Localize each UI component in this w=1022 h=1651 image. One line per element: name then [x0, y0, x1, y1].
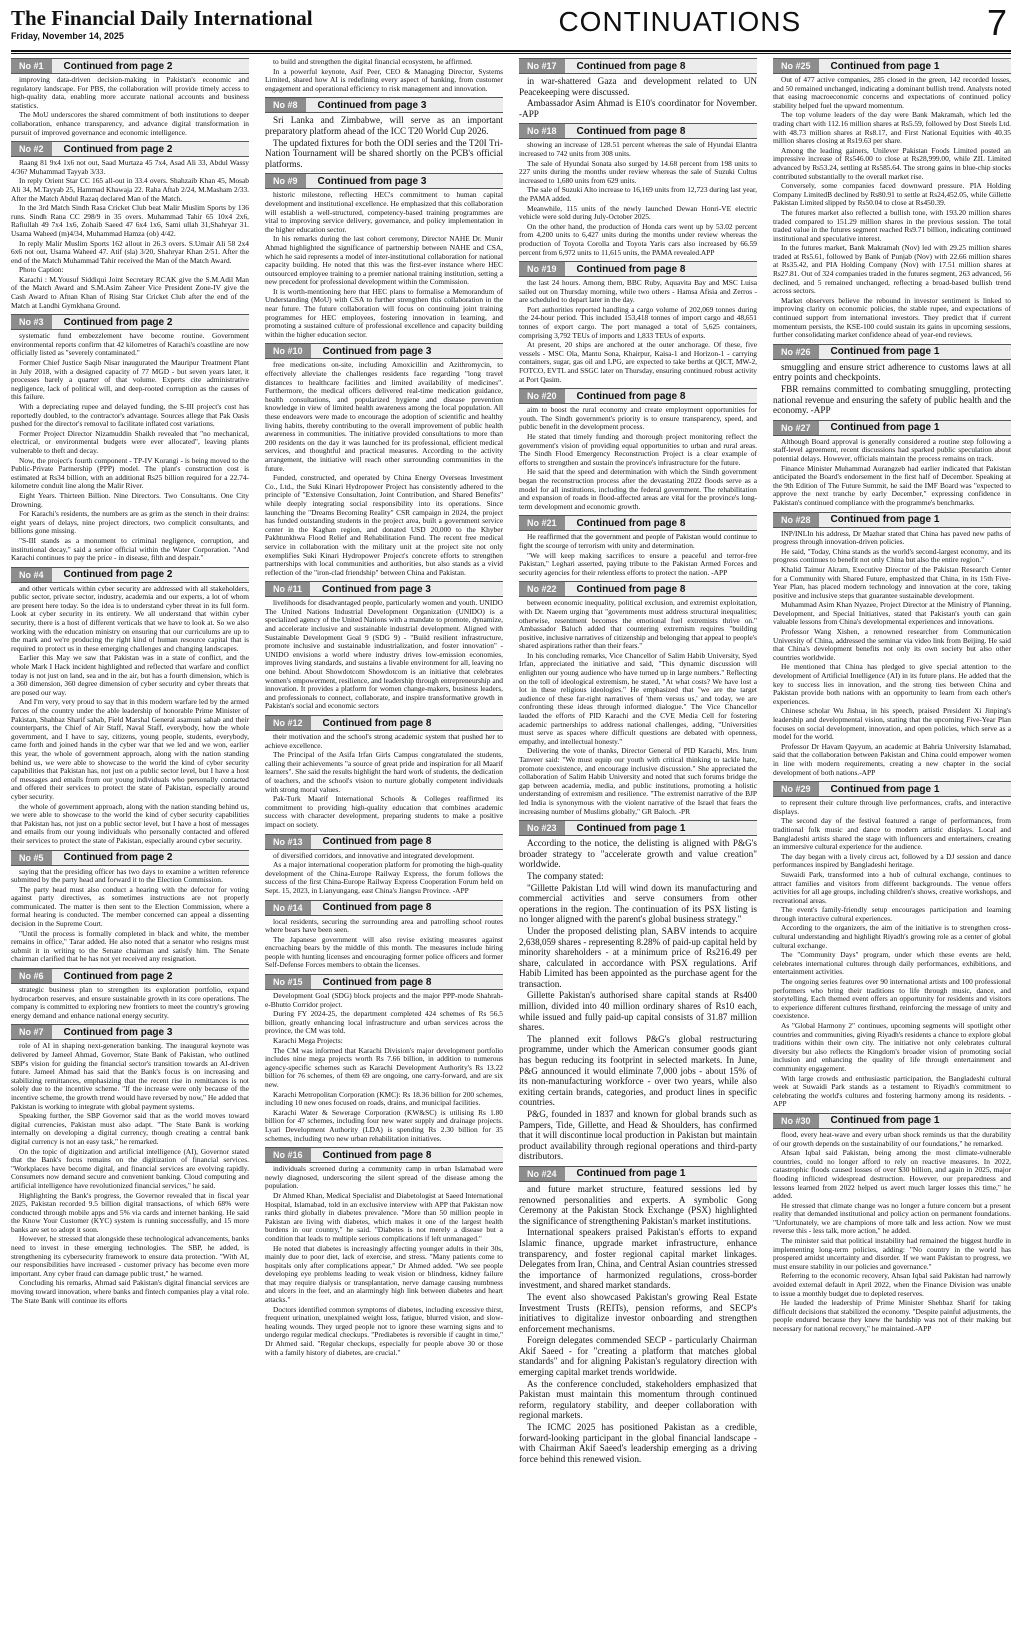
paragraph: During FY 2024-25, the department completed 424 schemes of Rs 56.5 billion, greatly enhancing local infrastructure and urban services across the province, the CM was told. [265, 1009, 503, 1036]
paragraph: and future market structure, featured sessions led by renowned personalities and experts. A symbolic Gong Ceremony at the Pakistan Stock Exchange (PSX) highlighted the significance of strengthening Pakistan's market institutions. [519, 1183, 757, 1226]
continuation-item [519, 581, 757, 816]
paragraph: The ongoing series features over 90 international artists and 100 professional performers who bring their traditions to life through music, dance, and storytelling. Each themed event offers an opportunity for residents and visitors to experience different cultures firsthand, reinforcing the message of unity and coexistence. [773, 977, 1011, 1021]
item-header [265, 974, 503, 990]
paragraph: At present, 20 ships are anchored at the outer anchorage. Of these, five vessels - MSC Ola, Mantu Sona, Khairpur, Kaisa-1 and Horizon-1 - carrying containers, sugar, gas oil and LPG, are expected to take berths at QICT, MW-2, FOTCO, EVTL and SSGC later on Thursday, ensuring continued robust activity at Port Qasim. [519, 340, 757, 384]
item-number: No #9 [265, 174, 306, 188]
item-body [519, 141, 757, 257]
continued-from-label: Continued from page 1 [830, 1115, 940, 1127]
continued-from-label: Continued from page 1 [576, 822, 686, 834]
paragraph: The Japanese government will also revise existing measures against encroaching bears by the middle of this month. The measures include hiring people with hunting licenses and encouraging former police officers and former Self-Defense Forces members to obtain the licenses. [265, 934, 503, 970]
paragraph: The event's family-friendly setup encourages participation and learning through interactive cultural experiences. [773, 905, 1011, 923]
paragraph: Now, the project's fourth component - TP-IV Korangi - is being moved to the Public-Private Partnership (PPP) model. The plant's construction cost is estimated at Rs34 billion, with an additional Rs25 billion required for a 22.74-kilometre conduit line along the Malir River. [11, 455, 249, 491]
paragraph: The planned exit follows P&G's global restructuring programme, under which the American consumer goods giant has begun reducing its footprint in selected markets. In June, P&G announced it would eliminate 7,000 jobs - about 15% of its non-manufacturing workforce - over two years, while also exiting certain brands, categories, and product lines in specific countries. [519, 1033, 757, 1108]
continuation-item [773, 781, 1011, 1109]
item-header [773, 58, 1011, 74]
paragraph: With large crowds and enthusiastic participation, the Bangladeshi cultural week at Suwaidi Park stands as a testament to Riyadh's commitment to celebrating the world's cultures and fostering harmony among its residents. -APP [773, 1073, 1011, 1109]
paragraph: Meanwhile, 115 units of the newly launched Dewan Honri-VE electric vehicle were sold during July-October 2025. [519, 203, 757, 222]
paragraph: He lauded the leadership of Prime Minister Shehbaz Sharif for taking difficult decisions that stabilized the economy. "Despite painful adjustments, the people endured because they knew the hardship was not of their making but necessary for national recovery," he maintained.-APP [773, 1298, 1011, 1333]
paragraph: in war-shattered Gaza and development related to UN Peacekeeping were discussed. [519, 76, 757, 97]
item-header [773, 344, 1011, 360]
continued-from-label: Continued from page 3 [63, 1026, 173, 1038]
continuation-item [265, 834, 503, 896]
continuation-item [11, 1024, 249, 1305]
paragraph: Professor Dr Havam Qayyum, an academic at Bahria University Islamabad, said that the collaboration between Pakistan and China could empower women in line with modern requirements, creating a new chapter in the social development of both nations.-APP [773, 741, 1011, 777]
paragraph: Karachi Mega Projects: [273, 1036, 343, 1046]
paragraph: Dr Ahmed Khan, Medical Specialist and Diabetologist at Saeed International Hospital, Islamabad, told in an exclusive interview with APP that Pakistan now ranks third globally in diabetes prevalence. "More than 50 million people in Pakistan are living with diabetes, which makes it one of the largest health burdens in our country," he said. "Diabetes is not merely a disease but a condition that leads to multiple serious complications if left unmanaged." [265, 1190, 503, 1243]
item-number: No #10 [265, 344, 311, 358]
item-body [773, 1131, 1011, 1334]
item-header [265, 1147, 503, 1163]
continuation-item [265, 343, 503, 577]
continuation-item [11, 141, 249, 310]
item-header [519, 261, 757, 277]
paragraph: He said that the speed and determination with which the Sindh government began the reconstruction process after the devastating 2022 floods serve as a model for all institutions, including the federal government. The rehabilitation and expansion of roads in flood-affected areas are vital for the province's long-term development and economic growth. [519, 467, 757, 511]
paragraph: Former Chief Justice Saqib Nisar inaugurated the Mauripur Treatment Plant in July 2018, with a designed capacity of 77 MGD - but seven years later, it processes barely a quarter of that volume. Experts cite administrative negligence, lack of political will, and deep-rooted corruption as the causes of this failure. [11, 358, 249, 402]
paragraph: aim to boost the rural economy and create employment opportunities for youth. The Sindh government's priority is to ensure transparency, speed, and public benefit in the development process. [519, 405, 757, 432]
continued-from-label: Continued from page 8 [576, 263, 686, 275]
item-number: No #30 [773, 1114, 819, 1128]
paragraph: improving data-driven decision-making in Pakistan's economic and regulatory landscape. For PBS, the collaboration will provide timely access to high-quality data, enabling more accurate national accounts and business statistics. [11, 75, 249, 110]
paragraph: livelihoods for disadvantaged people, particularly women and youth. UNIDO The United Nations Industrial Development Organization (UNIDO) is a specialized agency of the United Nations with a mandate to promote, dynamize, and accelerate inclusive and sustainable industrial development. Aligned with Sustainable Development Goal 9 (SDG 9) - "Build resilient infrastructure, promote inclusive and sustainable industrialization, and foster innovation" - UNIDO envisions a world where industry drives low-emission economies, improves living standards, and sustains a livable environment for all, leaving no one behind. About Showdotcom Showdotcom is an initiative that celebrates women's empowerment, resilience, and leadership through entrepreneurship and innovation. It provides a platform for women change-makers, business leaders, and professionals to connect, collaborate, and inspire transformative growth in Pakistan's social and economic sectors [265, 598, 503, 711]
paragraph: He stressed that climate change was no longer a future concern but a present reality that demanded institutional and policy action on permanent foundations. "Unfortunately, we are champions of more talk and less action. Now we must reverse this - less talk, more action," he added. [773, 1200, 1011, 1236]
item-number: No #19 [519, 262, 565, 276]
paragraph: Delivering the vote of thanks, Director General of PID Karachi, Mrs. Irum Tanveer said: "We must equip our youth with critical thinking to tackle hate, promote coexistence, and encourage inclusive discussion." She appreciated the collaboration of Salim Habib University and noted that such forums bridge the gap between academia, media, and public institutions, promoting a holistic understanding of extremism and resilience. "The extremist narrative of the BJP led India is synonymous with the violent narrative of the Israel that fears the increasing number of Muslims globally," GR Baloch. -PR [519, 746, 757, 816]
paragraph: free medications on-site, including Amoxicillin and Azithromycin, to effectively alleviate the challenges residents face regarding "long travel distances to healthcare facilities and limited availability of medicines". Furthermore, the medical officers delivered real-time medication guidance, health consultations, and popularized hygiene and disease prevention knowledge in view of limited health awareness among the local population. All these endeavors were made to encourage the adoption of scientific and healthy living habits, thereby contributing to the overall improvement of public health awareness in communities. The initiative provided consultations to more than 200 residents on the day it was launched for its professional, efficient medical services, and thoughtful and practical measures. According to the activity arrangement, the initiative will reach other surrounding communities in the future. [265, 360, 503, 473]
item-body [519, 533, 757, 577]
continuation-item [519, 515, 757, 577]
item-body [519, 1184, 757, 1464]
item-body [11, 76, 249, 137]
item-body [773, 799, 1011, 1109]
masthead [11, 0, 1011, 50]
continued-from-label: Continued from page 8 [576, 390, 686, 402]
paragraph: Conversely, some companies faced downward pressure. PIA Holding Company LimitedB declined by Rs80.91 to settle at Rs24,452.05, while Gillette Pakistan Limited slipped by Rs50.04 to close at Rs450.39. [773, 181, 1011, 208]
paragraph: Concluding his remarks, Ahmad said Pakistan's digital financial services are moving toward innovation, where banks and fintech companies play a vital role. The State Bank will continue its efforts [11, 1278, 249, 1305]
continued-from-label: Continued from page 2 [63, 60, 173, 72]
item-number: No #11 [265, 582, 310, 596]
item-number: No #16 [265, 1148, 311, 1162]
item-number: No #25 [773, 59, 819, 73]
continued-from-label: Continued from page 8 [576, 517, 686, 529]
paragraph: For Karachi's residents, the numbers are as grim as the stench in their drains: eight years of delays, nine project directors, two complicit consultants, and billions gone missing. [11, 509, 249, 536]
paper-name: The Financial Daily International [11, 6, 313, 30]
paragraph: Karachi Water & Sewerage Corporation (KW&SC) is utilising Rs 1.80 billion for 47 schemes, including four new water supply and drainage projects. Lyari Development Authority (LDA) is spending Rs 2.30 billion for 35 schemes, including two new urban rehabilitation initiatives. [265, 1107, 503, 1143]
continuation-item [11, 968, 249, 1020]
paragraph: Earlier this May we saw that Pakistan was in a state of conflict, and the whole Mark I Hack incident highlighted and reflected that warfare and conflict today is not just on land, sea and in the air, but has a fourth dimension, which is a 360 dimension, 360 degree dimension of cyber security and cyber threats that are posed our way. [11, 653, 249, 697]
continuation-item [265, 1147, 503, 1357]
paragraph: Funded, constructed, and operated by China Energy Overseas Investment Co., Ltd., the Suki Kinari Hydropower Project has consistently adhered to the principle of "Extensive Consultation, Joint Contribution, and Shared Benefits" while deeply integrating social responsibility into its operations. Since launching the "Dreams Becoming Reality" CSR campaign in 2024, the project has funded outstanding students in the project area, built a government service center in the Kaghan region, and donated USD 20,000 to the Khyber Pakhtunkhwa Flood Relief and Rehabilitation Fund. The recent free medical service in collaboration with the military unit at the project site not only exemplifies Suki Kinari Hydropower Project's concrete efforts to strengthen partnerships with local communities and authorities, but also stands as a vivid reflection of the "iron-clad friendship" between China and Pakistan. [265, 473, 503, 577]
paragraph: As "Global Harmony 2" continues, upcoming segments will spotlight other countries and communities, giving Riyadh's residents a chance to explore global traditions within their own city. The initiative not only celebrates cultural diversity but also reflects the Kingdom's broader vision of promoting social inclusion and enhancing the quality of life through entertainment and community engagement. [773, 1021, 1011, 1073]
item-body [11, 868, 249, 965]
paragraph: The company stated: [527, 870, 604, 881]
item-header [265, 834, 503, 850]
item-header [519, 1166, 757, 1182]
item-body [519, 599, 757, 816]
paragraph: As the conference concluded, stakeholders emphasized that Pakistan must maintain this momentum through continued reform, regulatory stability, and deeper collaboration with regional markets. [519, 1378, 757, 1421]
item-number: No #23 [519, 821, 565, 835]
item-header [773, 1113, 1011, 1129]
paragraph: The sale of Suzuki Alto increase to 16,169 units from 12,723 during last year, the PAMA added. [519, 185, 757, 203]
column-1 [11, 58, 249, 1650]
item-number: No #27 [773, 421, 819, 435]
paragraph: Khalid Taimur Akram, Executive Director of the Pakistan Research Center for a Community with Shared Future, emphasized that China, in its 15th Five-Year Plan, has placed modern technology and innovation at the core, taking positive and inclusive steps that guarantee sustainable development. [773, 564, 1011, 600]
continued-from-label: Continued from page 2 [63, 852, 173, 863]
item-body [11, 585, 249, 846]
continuation-item [519, 58, 757, 119]
paragraph: and other verticals within cyber security are addressed with all stakeholders, public sector, private sector, industry, academia and our experts, a lot of whom are present here today. So the idea is to understand cyber threat in its full form. Look at cyber security in its entirety. We all understand that within cyber security, there is a host of different verticals that we have to look at. So we also working with the education ministry on ensuring that our curriculums are up to the mark and we're producing the right kind of human resource capital that is required to protect us in these emerging challenges and changing landscapes. [11, 583, 249, 653]
continuation-item [11, 314, 249, 562]
page-number: 7 [986, 2, 1007, 43]
item-body [265, 918, 503, 971]
continuation-item [11, 850, 249, 965]
item-header [265, 343, 503, 359]
paragraph: Doctors identified common symptoms of diabetes, including excessive thirst, frequent urination, unexplained weight loss, fatigue, blurred vision, and slow-healing wounds. They urged people not to ignore these warning signs and to undergo regular medical checkups. "Prediabetes is reversible if caught in time," Dr Ahmed said. "Regular checkups, especially for people above 30 or those with a family history of diabetes, are crucial." [265, 1304, 503, 1357]
paragraph: In reply Malir Muslim Sports 162 allout in 26.3 overs. S.Umair Ali 58 2x4 6x6 not out, Usama Waheed 47. Atif (sla) 3/20, Shahryar Khan 2/51. After the end of the Match Muhammad Tahir received the Man of the Match Award. [11, 238, 249, 265]
continued-from-label: Continued from page 1 [830, 60, 940, 72]
item-number: No #12 [265, 716, 311, 730]
paragraph: He stated that timely funding and thorough project monitoring reflect the government's vision of providing equal opportunities to urban and rural areas. The Sindh Flood Emergency Reconstruction Project is a clear example of efforts to strengthen and sustain the province's infrastructure for the future. [519, 432, 757, 467]
continuation-item [265, 581, 503, 711]
item-number: No #3 [11, 315, 52, 329]
section-title: CONTINUATIONS [558, 6, 802, 37]
paragraph: Although Board approval is generally considered a routine step following a staff-level agreement, recent discussions had sparked public speculation about potential delays. However, officials maintain the process remains on track. [773, 436, 1011, 463]
item-header [773, 781, 1011, 797]
item-header [11, 58, 249, 74]
item-number: No #18 [519, 124, 565, 138]
paragraph: Finance Minister Muhammad Aurangzeb had earlier indicated that Pakistan anticipated the Board's endorsement in the first half of December. Speaking at the 9th Edition of The Future Summit, he said the IMF Board was "expected to approve the next tranche by early December," expressing confidence in Pakistan's continued compliance with the programme's benchmarks. [773, 463, 1011, 507]
paragraph: The updated fixtures for both the ODI series and the T20I Tri-Nation Tournament will be shared shortly on the PCB's official platforms. [265, 137, 503, 169]
continuation-item [519, 820, 757, 1162]
item-body [519, 406, 757, 511]
continuation-item [519, 261, 757, 384]
paragraph: role of AI in shaping next-generation banking. The inaugural keynote was delivered by Jameel Ahmad, Governor, State Bank of Pakistan, who outlined SBP's vision for guiding the financial sector's transition towards an AI-driven future. Jameel Ahmad has said that the Bank's focus is on increasing and stabilizing remittances, emphasizing that the recent rise in remittances is not solely due to the incentive scheme. "If the increase were only because of the incentive scheme, the growth trend would have reversed by now," He added that Pakistan is working to integrate with global payment systems. [11, 1041, 249, 1111]
item-header [519, 388, 757, 404]
paragraph: flood, every heat-wave and every urban shock reminds us that the durability of our growth depends on the sustainability of our foundations," he remarked. [773, 1129, 1011, 1148]
continuation-item [773, 344, 1011, 416]
item-number: No #26 [773, 345, 819, 359]
paragraph: Highlighting the Bank's progress, the Governor revealed that in fiscal year 2025, Pakistan recorded 9.5 billion digital transactions, of which 68% were conducted through mobile apps and 5% via cards and internet banking. He said the Know Your Customer (KYC) system is running successfully, and 15 more banks are set to adopt it soon. [11, 1190, 249, 1234]
item-body [11, 1042, 249, 1305]
item-body [773, 530, 1011, 778]
continuation-item [773, 1113, 1011, 1334]
continuation-item [519, 123, 757, 257]
paragraph: Muhammad Asim Khan Nyazee, Project Director at the Ministry of Planning, Development, and Special Initiatives, stated that Pakistan's youth can gain valuable lessons from China's developmental experiences and innovations. [773, 600, 1011, 627]
item-number: No #20 [519, 389, 565, 403]
continued-from-label: Continued from page 2 [63, 970, 173, 982]
issue-date: Friday, November 14, 2025 [11, 31, 124, 41]
paragraph: Suwaidi Park, transformed into a hub of cultural exchange, continues to attract families and visitors from different backgrounds. The venue offers activities for all age groups, including children's shows, creative workshops, and recreational areas. [773, 869, 1011, 905]
paragraph: "We will keep making sacrifices to ensure a peaceful and terror-free Pakistan," Leghari asserted, paying tribute to the Pakistan Armed Forces and security agencies for their relentless efforts to protect the nation. -APP [519, 550, 757, 577]
continued-from-label: Continued from page 8 [576, 60, 686, 72]
paragraph: With a depreciating rupee and delayed funding, the S-III project's cost has reportedly doubled, to the contractor's advantage. Sources allege that Pak Oasis pushed for the director's removal to facilitate inflated cost variations. [11, 402, 249, 429]
item-body [265, 361, 503, 577]
paragraph: In a powerful keynote, Asif Peer, CEO & Managing Director, Systems Limited, shared how AI is redefining every aspect of banking, from customer engagement and operational efficiency to risk management and innovation. [265, 66, 503, 93]
item-header [265, 173, 503, 189]
paragraph: individuals screened during a community camp in urban Islamabad were newly diagnosed, underscoring the silent spread of the disease among the population. [265, 1164, 503, 1191]
paragraph: systematic fund embezzlement have become routine. Government environmental reports confirm that 42 kilometres of Karachi's coastline are now officially listed as "severely contaminated." [11, 331, 249, 358]
item-body [265, 58, 503, 93]
item-header [265, 581, 503, 597]
item-header [11, 968, 249, 984]
item-body [11, 332, 249, 562]
paragraph: He said, "Today, China stands as the world's second-largest economy, and its progress continues to benefit not only China but also the entire region." [773, 546, 1011, 565]
paragraph: Under the proposed delisting plan, SABV intends to acquire 2,638,059 shares - representing 8.28% of paid-up capital held by minority shareholders - at a minimum price of Rs216.49 per share, calculated in accordance with PSX regulations. Arif Habib Limited has been appointed as the purchase agent for the transaction. [519, 925, 757, 989]
item-body [265, 1165, 503, 1357]
paragraph: Market observers believe the rebound in investor sentiment is linked to improving clarity on economic policies, the stable rupee, and expectations of continued support from international investors. They predict that if current momentum persists, the KSE-100 could sustain its gains in upcoming sessions, further consolidating market confidence ahead of year-end reviews. [773, 295, 1011, 340]
item-header [519, 515, 757, 531]
continued-from-label: Continued from page 2 [63, 569, 173, 581]
continuation-item [519, 1166, 757, 1464]
continued-from-label: Continued from page 3 [322, 345, 432, 357]
paragraph: to represent their culture through live performances, crafts, and interactive displays. [773, 798, 1011, 816]
paragraph: On the other hand, the production of Honda cars went up by 53.02 percent from 4,200 units to 6,427 units during the months under review whereas the production of Toyota Corolla and Toyota Yaris cars also increased by 66.59 percent from 6,972 units to 11,615 units, the PAMA revealed.APP [519, 221, 757, 257]
paragraph: Among the leading gainers, Unilever Pakistan Foods Limited posted an impressive increase of Rs546.00 to close at Rs28,999.00, while ZIL Limited advanced by Rs53.24, settling at Rs585.64. The strong gains in blue-chip stocks contributed substantially to the overall market rise. [773, 145, 1011, 181]
paragraph: According to the organizers, the aim of the initiative is to strengthen cross-cultural understanding and highlight Riyadh's growing role as a center of global cultural exchange. [773, 923, 1011, 950]
paragraph: showing an increase of 128.51 percent whereas the sale of Hyundai Elantra increased to 742 units from 308 units. [519, 140, 757, 158]
item-number: No #24 [519, 1167, 565, 1181]
item-number: No #17 [519, 59, 565, 73]
item-number: No #28 [773, 513, 819, 527]
continuation-item [11, 567, 249, 846]
columns [11, 58, 1011, 1650]
item-header [265, 97, 503, 113]
continued-from-label: Continued from page 1 [830, 422, 940, 434]
masthead-left [11, 0, 313, 41]
paragraph: the last 24 hours. Among them, BBC Ruby, Aquavita Bay and MSC Luisa sailed out on Thursday morning, while two others - Hamsa Afisia and Zerros - are scheduled to depart later in the day. [519, 278, 757, 305]
paragraph: Raang 81 9x4 1x6 not out, Saad Murtaza 45 7x4, Asad Ali 33, Abdul Wassy 4/36? Muhammad Tayyab 3/33. [11, 158, 249, 176]
item-header [11, 850, 249, 866]
paragraph: "Until the process is formally completed in black and white, the member remains in office," Tarar added. He also noted that a senator who resigns must submit it in writing to the Senate chairman and satisfy him. The Senate chairman clarified that he has not yet received any resignation. [11, 928, 249, 964]
continuation-item [265, 715, 503, 830]
paragraph: The day began with a lively circus act, followed by a DJ session and dance performances inspired by Bangladeshi heritage. [773, 851, 1011, 870]
paragraph: "S-III stands as a monument to criminal negligence, corruption, and institutional decay," said a senior official within the Water Corporation. "And Karachi continues to pay the price - in disease, filth and despair." [11, 535, 249, 563]
paragraph: to build and strengthen the digital financial ecosystem, he affirmed. [273, 58, 473, 66]
item-body [773, 438, 1011, 508]
paragraph: The CM was informed that Karachi Division's major development portfolio includes nine mega projects worth Rs 7.66 billion, in addition to numerous agency-specific schemes such as Karachi Development Authority's Rs 13.22 billion for 76 schemes, of them 69 are ongoing, one carry-forward, and are six new. [265, 1045, 503, 1089]
item-number: No #2 [11, 142, 52, 156]
paragraph: the whole of government approach, along with the nation standing behind us, we were able to showcase to the world the kind of cyber security capabilities that Pakistan has, not just on a public sector level, but I have a host of messages and emails from our young individuals who personally contacted and offered their services to protect the state of Pakistan, especially around cyber security. [11, 801, 249, 845]
paragraph: He noted that diabetes is increasingly affecting younger adults in their 30s, mainly due to poor diet, lack of exercise, and stress. "Many patients come to hospitals only after complications appear," Dr Ahmed added. "We see people developing eye problems leading to weak vision or blindness, kidney failure that may require dialysis or transplantation, nerve damage causing numbness and ulcers in the feet, and an alarmingly high link between diabetes and heart attacks." [265, 1243, 503, 1305]
paragraph: Former Project Director Nizamuddin Shaikh revealed that "no mechanical, electrical, or environmental budgets were ever allocated", leaving plants vulnerable to theft and decay. [11, 428, 249, 455]
paragraph: smuggling and ensure strict adherence to customs laws at all entry points and checkpoints. [773, 361, 1011, 383]
paragraph: Sri Lanka and Zimbabwe, will serve as an important preparatory platform ahead of the ICC T20 World Cup 2026. [265, 115, 503, 136]
paragraph: In the futures market, Bank Makramah (Nov) led with 29.25 million shares traded at Rs5.61, followed by Bank of Punjab (Nov) with 22.66 million shares at Rs35.42, and PIA Holding Company (Nov) with 17.51 million shares at Rs27.81. Out of 324 companies traded in the futures segment, 263 advanced, 56 declined, and 5 remained unchanged, reflecting a broad-based bullish trend across sectors. [773, 243, 1011, 296]
paragraph: In the 3rd Match Sindh Rasa Cricket Club beat Malir Muslim Sports by 136 runs. Sindh Rana CC 298/9 in 35 overs. Muhammad Tahir 65 10x4 2x6, Rafiullah 49 7x4 1x6, Zohaib Saeed 47 6x4 1x6, Sami ullah 31,Shahryar 31. Usama Waheed (m)4/34, Muhammad Hamza (ob) 4/42. [11, 203, 249, 238]
item-header [11, 314, 249, 330]
continued-from-label: Continued from page 1 [830, 783, 940, 795]
masthead-rule [11, 50, 1011, 54]
item-header [11, 567, 249, 583]
paragraph: As a major international cooperation platform for promoting the high-quality development of the China-Europe Railway Express, the forum follows the success of the first China-Europe Railway Express Cooperation Forum held on Sept. 15, 2023, in Lianyungang, east China's Jiangsu Province. -APP [265, 860, 503, 895]
paragraph: The minister said that political instability had remained the biggest hurdle in implementing long-term policies, adding: "No country in the world has prospered amidst uncertainty and disorder. If we want Pakistan to progress, we must ensure stability in our policies and governance." [773, 1236, 1011, 1271]
item-body [519, 838, 757, 1162]
paragraph: Eight Years. Thirteen Billion. Nine Directors. Two Consultants. One City Drowning. [11, 490, 249, 509]
item-header [265, 715, 503, 731]
paragraph: Chinese scholar Wu Jishua, in his speech, praised President Xi Jinping's leadership and developmental vision, stating that the upcoming Five-Year Plan focuses on social development, innovation, and open policies, which serve as a model for the world. [773, 706, 1011, 742]
paragraph: historic milestone, reflecting HEC's commitment to human capital development and institutional excellence. He emphasized that this collaboration will establish a well-structured, competency-based training programmes are vital to improving service delivery, governance, and policy implementation in the higher education sector. [265, 190, 503, 234]
paragraph: In reply Orient Star CC 165 all-out in 33.4 overs. Shahzaib Khan 45, Mosab Ali 34, M.Tayyab 25, Hammad Khawaja 22. Raha Aftab 2/24, M.Masham 2/33. After the Match Abdul Razaq declared Man of the Match. [11, 176, 249, 203]
continuation-item [773, 420, 1011, 508]
paragraph: Karachi : M.Yousuf Siddiqui Joint Secretary RCAK give the S.M.Adil Man of the Match Award and S.M.Asim Zaheer Vice President Zone-IV give the Cash Award to Afnan Khan of Rising Star Cricket Club after the end of the Match at Landhi Gymkhana Ground. [11, 274, 249, 310]
paragraph: In his concluding remarks, Vice Chancellor of Salim Habib University, Syed Irfan, appreciated the initiative and said, "This dynamic discussion will enlighten our young audience who have turned up in large numbers." Reflecting on the toll of ideological extremism, he stated, "At what costs? We have lost a lot in these religious ideologies." He emphasized that "we are the target audience of these far-right narratives of 'them versus us,' and today, we are confronting these ideas through informed dialogue." The Vice Chancellor lauded the efforts of PID Karachi and the CVE Media Cell for fostering academic partnerships to address national challenges, adding, "Universities must serve as spaces where difficult questions are debated with openness, empathy, and intellectual honesty." [519, 650, 757, 746]
item-body [773, 76, 1011, 340]
paragraph: their motivation and the school's strong academic system that pushed her to achieve excellence. [265, 732, 503, 750]
column-4 [773, 58, 1011, 1650]
paragraph: According to the notice, the delisting is aligned with P&G's broader strategy to "accelerate growth and value creation" worldwide. [519, 838, 757, 870]
item-header [11, 1024, 249, 1040]
continued-from-label: Continued from page 3 [317, 175, 427, 187]
paragraph: The MoU underscores the shared commitment of both institutions to deeper collaboration, enhance transparency, and advance digital transformation in pursuit of improved governance and economic intelligence. [11, 110, 249, 137]
paragraph: between economic inequality, political exclusion, and extremist exploitation, with Dr. Naeem urging that "governments must address structural inequalities; otherwise, resentment becomes the emotional fuel extremists thrive on." Ambassador Baluch added that countering extremism requires "building positive, inclusive narratives of citizenship and belonging that appeal to people's shared aspirations rather than their fears." [519, 598, 757, 651]
continuation-item [773, 58, 1011, 340]
paragraph: The "Community Days" program, under which these events are held, celebrates international cultures through daily performances, exhibitions, and entertainment activities. [773, 950, 1011, 977]
paragraph: Foreign delegates commended SECP - particularly Chairman Akif Saeed - for "creating a platform that matches global standards" and for aligning Pakistan's regulatory direction with emerging capital market trends worldwide. [519, 1335, 757, 1378]
paragraph: local residents, securing the surrounding area and patrolling school routes where bears have been seen. [265, 916, 503, 935]
item-body [11, 986, 249, 1020]
item-header [519, 820, 757, 836]
item-number: No #29 [773, 782, 819, 796]
paragraph: P&G, founded in 1837 and known for global brands such as Pampers, Tide, Gillette, and Head & Shoulders, has confirmed that it will discontinue local production in Pakistan but maintain product availability through regional operations and third-party distributors. [519, 1109, 757, 1162]
continuation-item [265, 97, 503, 169]
paragraph: And I'm very, very proud to say that in this modern warfare led by the armed forces of the country under the able leadership of honorable Prime Minister of Pakistan, Shahbaz Sharif sahab, Field Marshal General asamuni sahab and their counterparts, the Chief of Air Staff, Naval Staff, everybody, how the whole government, and I have to say, citizens, young people, students, everybody, came forth and joined hands in the cyber war that we led and we won, earlier this year, the whole of government approach, along with the nation standing behind us, we were able to showcase to the world the kind of cyber security capabilities that Pakistan has, not just on a public sector level, but I have a host of messages and emails from our young individuals who personally contacted and offered their services to protect the state of Pakistan, especially around cyber security. [11, 697, 249, 801]
item-body [519, 76, 757, 119]
item-body [265, 115, 503, 169]
paragraph: The Principal of the Asifa Irfan Girls Campus congratulated the students, calling their achievements "a source of great pride and inspiration for all Maarif learners". She said the results highlight the hard work of students, the dedication of teachers, and the school's vision to nurture globally competent individuals with strong moral values. [265, 750, 503, 794]
continuation-item [265, 974, 503, 1143]
paragraph: Ahsan Iqbal said Pakistan, being among the most climate-vulnerable countries, could no longer afford to rely on reactive measures. In 2022, catastrophic floods caused losses of over $30 billion, and again in 2025, major flooding inflicted widespread destruction. However, our preparedness and lessons learned from 2022 helped us avert much larger losses this time," he added. [773, 1148, 1011, 1201]
continued-from-label: Continued from page 3 [317, 99, 427, 111]
newspaper-page [11, 0, 1011, 1650]
paragraph: The second day of the festival featured a range of performances, from traditional folk music and dance to modern artistic displays. Local and Bangladeshi artists shared the stage with influencers and entertainers, creating an immersive cultural experience for the audience. [773, 816, 1011, 852]
continued-from-label: Continued from page 8 [576, 125, 686, 137]
item-header [519, 581, 757, 597]
item-body [265, 852, 503, 896]
continued-from-label: Continued from page 8 [322, 976, 432, 988]
paragraph: "Gillette Pakistan Ltd will wind down its manufacturing and commercial activities and serve consumers from other operations in the region. The continuation of its PSX listing is no longer aligned with the parent's global business strategy." [519, 882, 757, 925]
item-body [519, 279, 757, 384]
continued-from-label: Continued from page 8 [322, 1149, 432, 1161]
item-body [265, 191, 503, 339]
continued-from-label: Continued from page 8 [322, 902, 432, 913]
item-number: No #5 [11, 851, 52, 865]
continued-from-label: Continued from page 3 [322, 583, 431, 595]
column-3 [519, 58, 757, 1650]
continuation-item [265, 900, 503, 971]
paragraph: Professor Wang Xishen, a renowned researcher from Communication University of China, addressed the seminar via video link from Beijing. He said that China's development benefits not only its own society but also other countries worldwide. [773, 627, 1011, 662]
continued-from-label: Continued from page 1 [830, 514, 940, 526]
paragraph: However, he stressed that alongside these technological advancements, banks need to invest in these emerging technologies. The SBP, he added, is strengthening its cybersecurity framework to ensure data protection. "With AI, our responsibilities have increased - customer privacy has become even more important. Any cyber fraud can damage public trust," he warned. [11, 1234, 249, 1278]
item-number: No #22 [519, 582, 565, 596]
item-number: No #14 [265, 901, 311, 915]
paragraph: Gillette Pakistan's authorised share capital stands at Rs400 million, divided into 40 million ordinary shares of Rs10 each, while issued and fully paid-up capital consists of 31.87 million shares. [519, 990, 757, 1033]
column-2 [265, 58, 503, 1650]
continued-from-label: Continued from page 8 [322, 717, 432, 729]
paragraph: He mentioned that China has pledged to give special attention to the development of Artificial Intelligence (AI) in its future plans. He added that the key to success lies in innovation, and the strong ties between China and Pakistan provide both nations with an opportunity to learn from each other's experiences. [773, 662, 1011, 706]
item-number: No #15 [265, 975, 311, 989]
paragraph: On the topic of digitization and artificial intelligence (AI), Governor stated that the Bank's focus remains on the digitization of financial services. "Workplaces have become digital, and financial services are evolving rapidly. Consumers now demand secure and convenient banking. Cloud computing and artificial intelligence have revolutionized financial services," he said. [11, 1146, 249, 1190]
paragraph: The futures market also reflected a bullish tone, with 193.20 million shares traded compared to 151.29 million shares in the previous session. The total traded value in the futures segment reached Rs9.71 billion, indicating continued institutional and speculative interest. [773, 207, 1011, 243]
paragraph: of diversified corridors, and innovative and integrated development. [273, 850, 475, 860]
continued-from-label: Continued from page 2 [63, 143, 173, 155]
continuation-item [519, 388, 757, 511]
paragraph: Pak-Turk Maarif International Schools & Colleges reaffirmed its commitment to providing high-quality education that combines academic success with character development, preparing students to make a positive impact on society. [265, 794, 503, 829]
paragraph: Development Goal (SDG) block projects and the major PPP-mode Shahrah-e-Bhutto Corridor project. [265, 991, 503, 1009]
paragraph: In his remarks during the last cohort ceremony, Director NAHE Dr. Munir Ahmad highlighted the significance of partnership between NAHE and CSA, which he said represents a model of inter-institutional collaboration for national capacity building. He noted that this was the first-ever instance where HEC outsourced employee training to a premier national training institution, setting a new precedent for professional development within the Commission. [265, 234, 503, 287]
item-header [519, 58, 757, 74]
item-number: No #4 [11, 568, 52, 582]
item-number: No #13 [265, 835, 311, 849]
item-body [773, 362, 1011, 416]
paragraph: Karachi Metropolitan Corporation (KMC): Rs 18.36 billion for 200 schemes, including 10 new ones focused on roads, drains, and municipal facilities. [265, 1089, 503, 1108]
item-body [265, 733, 503, 830]
item-number: No #21 [519, 516, 565, 530]
paragraph: Speaking further, the SBP Governor said that as the world moves toward digital currencies, Pakistan must also adapt. "The State Bank is working internally on developing a digital currency, though creating a central bank digital currency is not an easy task," he remarked. [11, 1111, 249, 1146]
paragraph: Port authorities reported handling a cargo volume of 202,069 tonnes during the 24-hour period. This included 153,418 tonnes of import cargo and 48,651 tonnes of export cargo. The port managed a total of 5,625 containers, comprising 3,792 TEUs of imports and 1,833 TEUs of exports. [519, 304, 757, 340]
continued-from-label: Continued from page 8 [322, 836, 432, 848]
paragraph: Photo Caption: [19, 265, 64, 275]
continued-from-label: Continued from page 2 [63, 316, 173, 328]
paragraph: International speakers praised Pakistan's efforts to expand Islamic finance, upgrade market infrastructure, enhance transparency, and foster regional capital market linkages. Delegates from Iran, China, and Central Asian countries stressed the importance of harmonized regulations, cross-border investment, and shared market standards. [519, 1227, 757, 1291]
paragraph: The party head must also conduct a hearing with the defector for voting against party directives, as sometimes instructions are not properly communicated. The matter is then sent to the Election Commission, where a formal hearing is conducted. The member concerned can appeal a dissenting decision in the Supreme Court. [11, 884, 249, 929]
paragraph: saying that the presiding officer has two days to examine a written reference submitted by the party head and forward it to the Election Commission. [11, 866, 249, 885]
paragraph: strategic business plan to strengthen its exploration portfolio, expand hydrocarbon reserves, and ensure sustainable growth in its core operations. The company is committed to exploring new frontiers to meet the country's growing energy demand and enhance national energy security. [11, 985, 249, 1020]
continued-from-label: Continued from page 1 [576, 1168, 686, 1180]
item-header [773, 420, 1011, 436]
continuation-item [265, 173, 503, 339]
item-body [265, 992, 503, 1143]
item-header [519, 123, 757, 139]
continued-from-label: Continued from page 8 [576, 583, 686, 595]
paragraph: Referring to the economic recovery, Ahsan Iqbal said Pakistan had narrowly avoided external default in April 2022, when the Finance Division was unable to issue a monthly budget due to depleted reserves. [773, 1271, 1011, 1298]
item-number: No #7 [11, 1025, 52, 1039]
paragraph: The sale of Hyundai Sonata also surged by 14.68 percent from 198 units to 227 units during the months under review whereas the sale of Suzuki Cultus increased to 1,680 units from 629 units. [519, 158, 757, 185]
item-body [11, 159, 249, 310]
item-body [265, 599, 503, 711]
item-number: No #6 [11, 969, 52, 983]
item-number: No #8 [265, 98, 306, 112]
paragraph: It is worth-mentioning here that HEC plans to formalise a Memorandum of Understanding (MoU) with CSA to further strengthen this collaboration in the near future. The future collaboration will focus on continuing joint training programmes for HEC employees, fostering innovation in learning, and promoting a sustained culture of professional excellence and capacity building within the higher education sector. [265, 286, 503, 339]
item-header [773, 512, 1011, 528]
item-header [11, 141, 249, 157]
paragraph: The ICMC 2025 has positioned Pakistan as a credible, forward-looking participant in the global financial landscape - with Chairman Akif Saeed's leadership emerging as a driving force behind this renewed vision. [519, 1422, 757, 1464]
paragraph: The top volume leaders of the day were Bank Makramah, which led the trading chart with 112.16 million shares at Rs5.59, followed by Dost Steels Ltd. with 48.73 million shares at Rs8.17, and First National Equities with 40.35 million shares closing at Rs19.63 per share. [773, 110, 1011, 146]
continued-from-label: Continued from page 1 [830, 346, 940, 358]
item-number: No #1 [11, 59, 52, 73]
paragraph: INP/INLIn his address, Dr Mazhar stated that China has paved new paths of progress through innovation-driven policies. [773, 528, 1011, 547]
item-header [265, 900, 503, 916]
paragraph: He reaffirmed that the government and people of Pakistan would continue to fight the scourge of terrorism with unity and determination. [519, 532, 757, 550]
continuation-item [773, 512, 1011, 778]
paragraph: FBR remains committed to combating smuggling, protecting national revenue and ensuring the safety of public health and the economy. -APP [773, 384, 1011, 416]
paragraph: The event also showcased Pakistan's growing Real Estate Investment Trusts (REITs), pension reforms, and SECP's initiatives to digitalize investor onboarding and strengthen enforcement mechanisms. [519, 1291, 757, 1334]
continuation-item [11, 58, 249, 137]
paragraph: Ambassador Asim Ahmad is E10's coordinator for November. -APP [519, 98, 757, 119]
continuation-item [265, 58, 503, 93]
paragraph: Out of 477 active companies, 285 closed in the green, 142 recorded losses, and 50 remained unchanged, indicating a dominant bullish trend. Analysts noted that easing macroeconomic concerns and expectations of continued policy stability helped fuel the upward momentum. [773, 75, 1011, 110]
